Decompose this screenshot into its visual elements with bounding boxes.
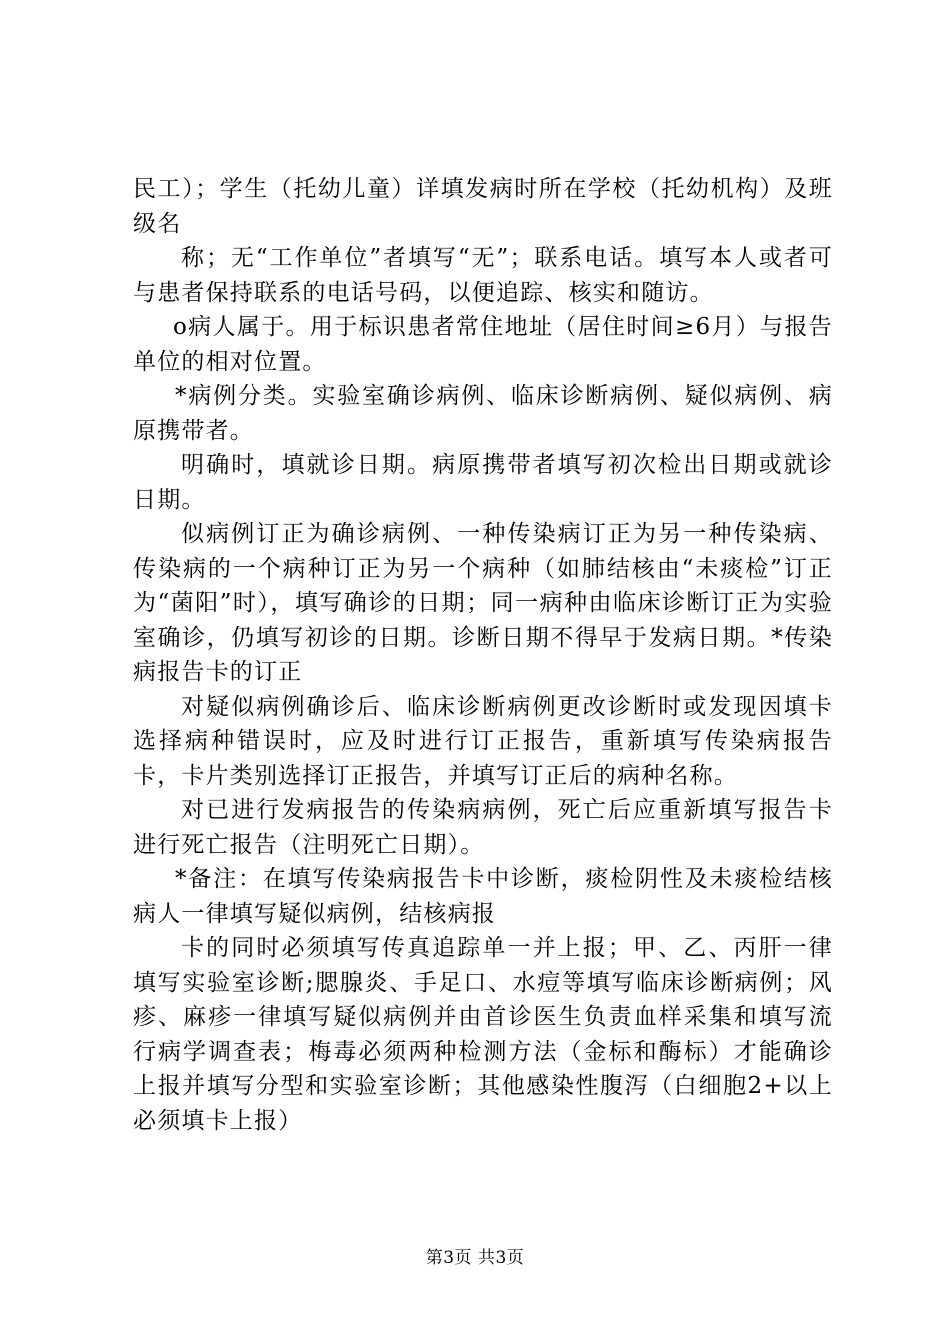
- paragraph-2: 称；无“工作单位”者填写“无”；联系电话。填写本人或者可与患者保持联系的电话号码，以便追踪、核实和随访。: [133, 245, 833, 306]
- paragraph-10: 卡的同时必须填写传真追踪单一并上报；甲、乙、丙肝一律填写实验室诊断;腮腺炎、手足口、水痘等填写临床诊断病例；风疹、麻疹一律填写疑似病例并由首诊医生负责血样采集和填写流行病学调查表；梅毒必须两种检测方法（金标和酶标）才能确诊上报并填写分型和实验室诊断；其他感染性腹泻（白细胞2+以上必须填卡上报）: [133, 935, 833, 1134]
- paragraph-9: *备注：在填写传染病报告卡中诊断，痰检阴性及未痰检结核病人一律填写疑似病例，结核病报: [133, 866, 833, 927]
- paragraph-5: 明确时，填就诊日期。病原携带者填写初次检出日期或就诊日期。: [133, 452, 833, 513]
- paragraph-6: 似病例订正为确诊病例、一种传染病订正为另一种传染病、传染病的一个病种订正为另一个病种（如肺结核由“未痰检”订正为“菌阳”时），填写确诊的日期；同一病种由临床诊断订正为实验室确诊，仍填写初诊的日期。诊断日期不得早于发病日期。*传染病报告卡的订正: [133, 521, 833, 685]
- paragraph-1: 民工）；学生（托幼儿童）详填发病时所在学校（托幼机构）及班级名: [133, 176, 833, 237]
- paragraph-4: *病例分类。实验室确诊病例、临床诊断病例、疑似病例、病原携带者。: [133, 383, 833, 444]
- document-body: [133, 172, 833, 1138]
- paragraph-3: o病人属于。用于标识患者常住地址（居住时间≥6月）与报告单位的相对位置。: [133, 314, 833, 375]
- paragraph-7: 对疑似病例确诊后、临床诊断病例更改诊断时或发现因填卡选择病种错误时，应及时进行订正报告，重新填写传染病报告卡，卡片类别选择订正报告，并填写订正后的病种名称。: [133, 693, 833, 789]
- page-footer: 第3页 共3页: [425, 1248, 525, 1268]
- paragraph-8: 对已进行发病报告的传染病病例，死亡后应重新填写报告卡进行死亡报告（注明死亡日期）。: [133, 797, 833, 858]
